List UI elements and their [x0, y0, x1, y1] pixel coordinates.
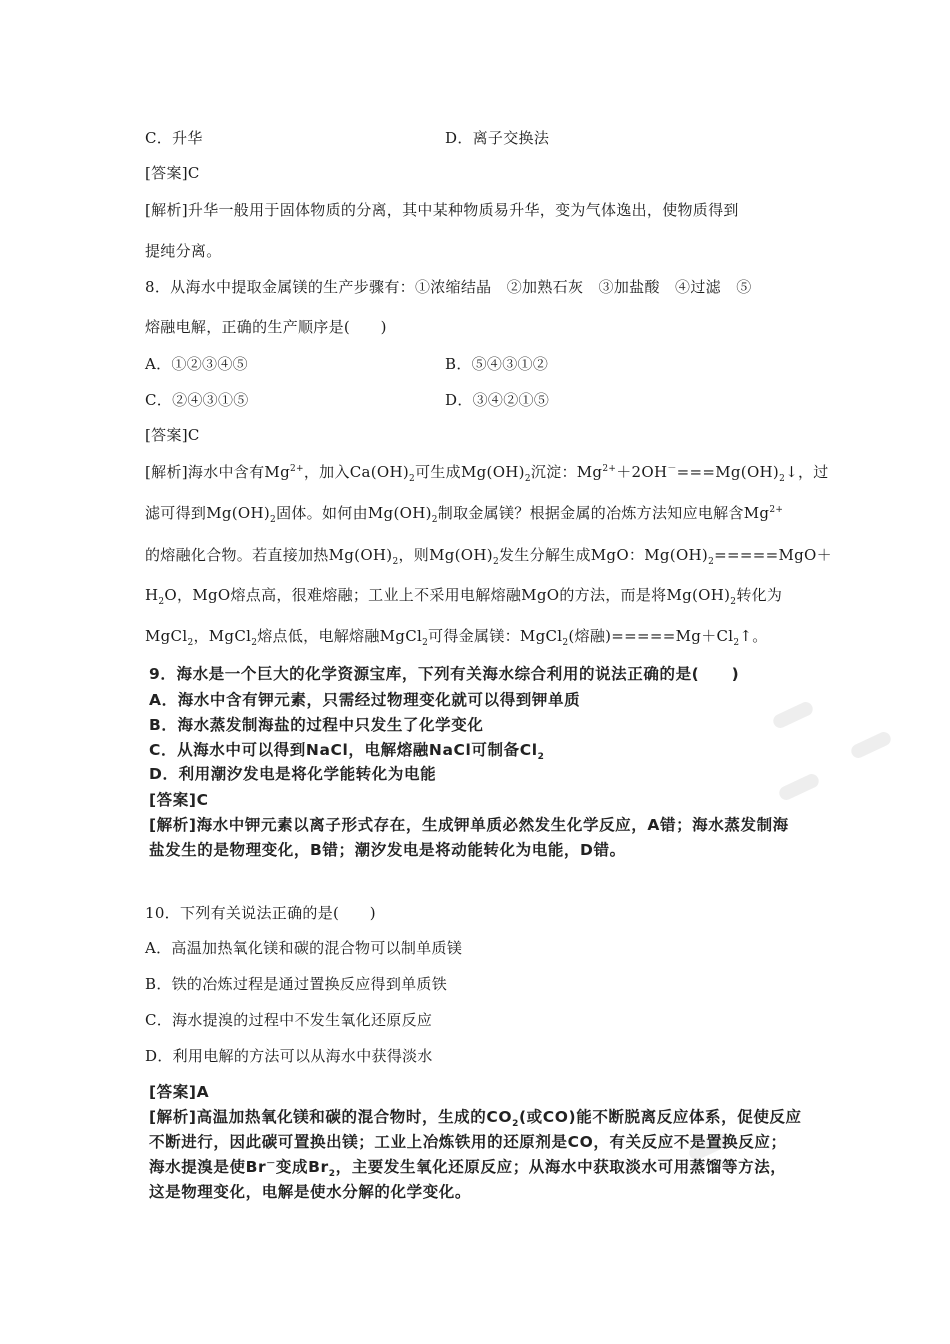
q8-analysis-line: $H_2O$，MgO熔点高，很难熔融；工业上不采用电解熔融MgO的方法，而是将$Mg(OH)_2$转化为 — [145, 586, 783, 607]
q8-analysis-line: 的熔融化合物。若直接加热$Mg(OH)_2$，则$Mg(OH)_2$发生分解生成MgO：$Mg(OH)_2=====MgO+$ — [145, 546, 832, 567]
q9-analysis-line: [解析]海水中钾元素以离子形式存在，生成钾单质必然发生化学反应，A错；海水蒸发制海 — [149, 816, 789, 834]
q10-option-b: B．铁的冶炼过程是通过置换反应得到单质铁 — [145, 975, 448, 993]
q8-analysis-line: 滤可得到$Mg(OH)_2$固体。如何由$Mg(OH)_2$制取金属镁？根据金属的冶炼方法知应电解含$Mg^{2+}$ — [145, 504, 784, 525]
q8-option-a: A．①②③④⑤ — [145, 355, 248, 373]
q8-stem: 8．从海水中提取金属镁的生产步骤有：①浓缩结晶 ②加熟石灰 ③加盐酸 ④过滤 ⑤ — [145, 278, 752, 296]
q7-option-c: C．升华 — [145, 129, 203, 147]
q7-analysis-line: 提纯分离。 — [145, 242, 222, 260]
q9-option-c: C．从海水中可以得到NaCl，电解熔融NaCl可制备$Cl_2$ — [149, 741, 545, 763]
q9-stem: 9．海水是一个巨大的化学资源宝库，下列有关海水综合利用的说法正确的是( ) — [149, 665, 740, 683]
q10-stem: 10．下列有关说法正确的是( ) — [145, 904, 376, 922]
q8-option-b: B．⑤④③①② — [445, 355, 549, 373]
q9-option-d: D．利用潮汐发电是将化学能转化为电能 — [149, 765, 437, 783]
q7-answer: [答案]C — [145, 164, 200, 182]
q8-stem: 熔融电解，正确的生产顺序是( ) — [145, 318, 387, 336]
q10-option-d: D．利用电解的方法可以从海水中获得淡水 — [145, 1047, 433, 1065]
q7-analysis-line: [解析]升华一般用于固体物质的分离，其中某种物质易升华，变为气体逸出，使物质得到 — [145, 201, 739, 219]
q9-option-a: A．海水中含有钾元素，只需经过物理变化就可以得到钾单质 — [149, 691, 581, 709]
watermark-mark — [777, 772, 821, 802]
q10-answer: [答案]A — [149, 1083, 210, 1101]
q8-option-c: C．②④③①⑤ — [145, 391, 249, 409]
q10-analysis-line: 不断进行，因此碳可置换出镁；工业上冶炼铁用的还原剂是CO，有关反应不是置换反应； — [149, 1133, 787, 1151]
q10-option-c: C．海水提溴的过程中不发生氧化还原反应 — [145, 1011, 433, 1029]
watermark-mark — [849, 730, 893, 760]
q10-analysis-line: 海水提溴是使Br－变成$Br_2$，主要发生氧化还原反应；从海水中获取淡水可用蒸馏等方法， — [149, 1158, 787, 1180]
q8-analysis-line: MgCl$_2$，MgCl$_2$熔点低，电解熔融MgCl$_2$可得金属镁：MgCl$_2$(熔融)$=====Mg+Cl_2↑$。 — [145, 627, 768, 648]
q9-answer: [答案]C — [149, 791, 209, 809]
q7-option-d: D．离子交换法 — [445, 129, 550, 147]
q10-option-a: A．高温加热氧化镁和碳的混合物可以制单质镁 — [145, 939, 463, 957]
q8-analysis-line: [解析]海水中含有$Mg^{2+}$，加入$Ca(OH)_2$可生成$Mg(OH)_2$沉淀：$Mg^{2+}+2OH^-===Mg(OH)_2↓$，过 — [145, 463, 829, 484]
q9-option-b: B．海水蒸发制海盐的过程中只发生了化学变化 — [149, 716, 484, 734]
watermark-mark — [771, 700, 815, 730]
q10-analysis-line: [解析]高温加热氧化镁和碳的混合物时，生成的$CO_2$(或CO)能不断脱离反应体系，促使反应 — [149, 1108, 802, 1130]
q9-analysis-line: 盐发生的是物理变化，B错；潮汐发电是将动能转化为电能，D错。 — [149, 841, 626, 859]
q8-answer: [答案]C — [145, 426, 200, 444]
q10-analysis-line: 这是物理变化，电解是使水分解的化学变化。 — [149, 1183, 472, 1201]
q8-option-d: D．③④②①⑤ — [445, 391, 550, 409]
